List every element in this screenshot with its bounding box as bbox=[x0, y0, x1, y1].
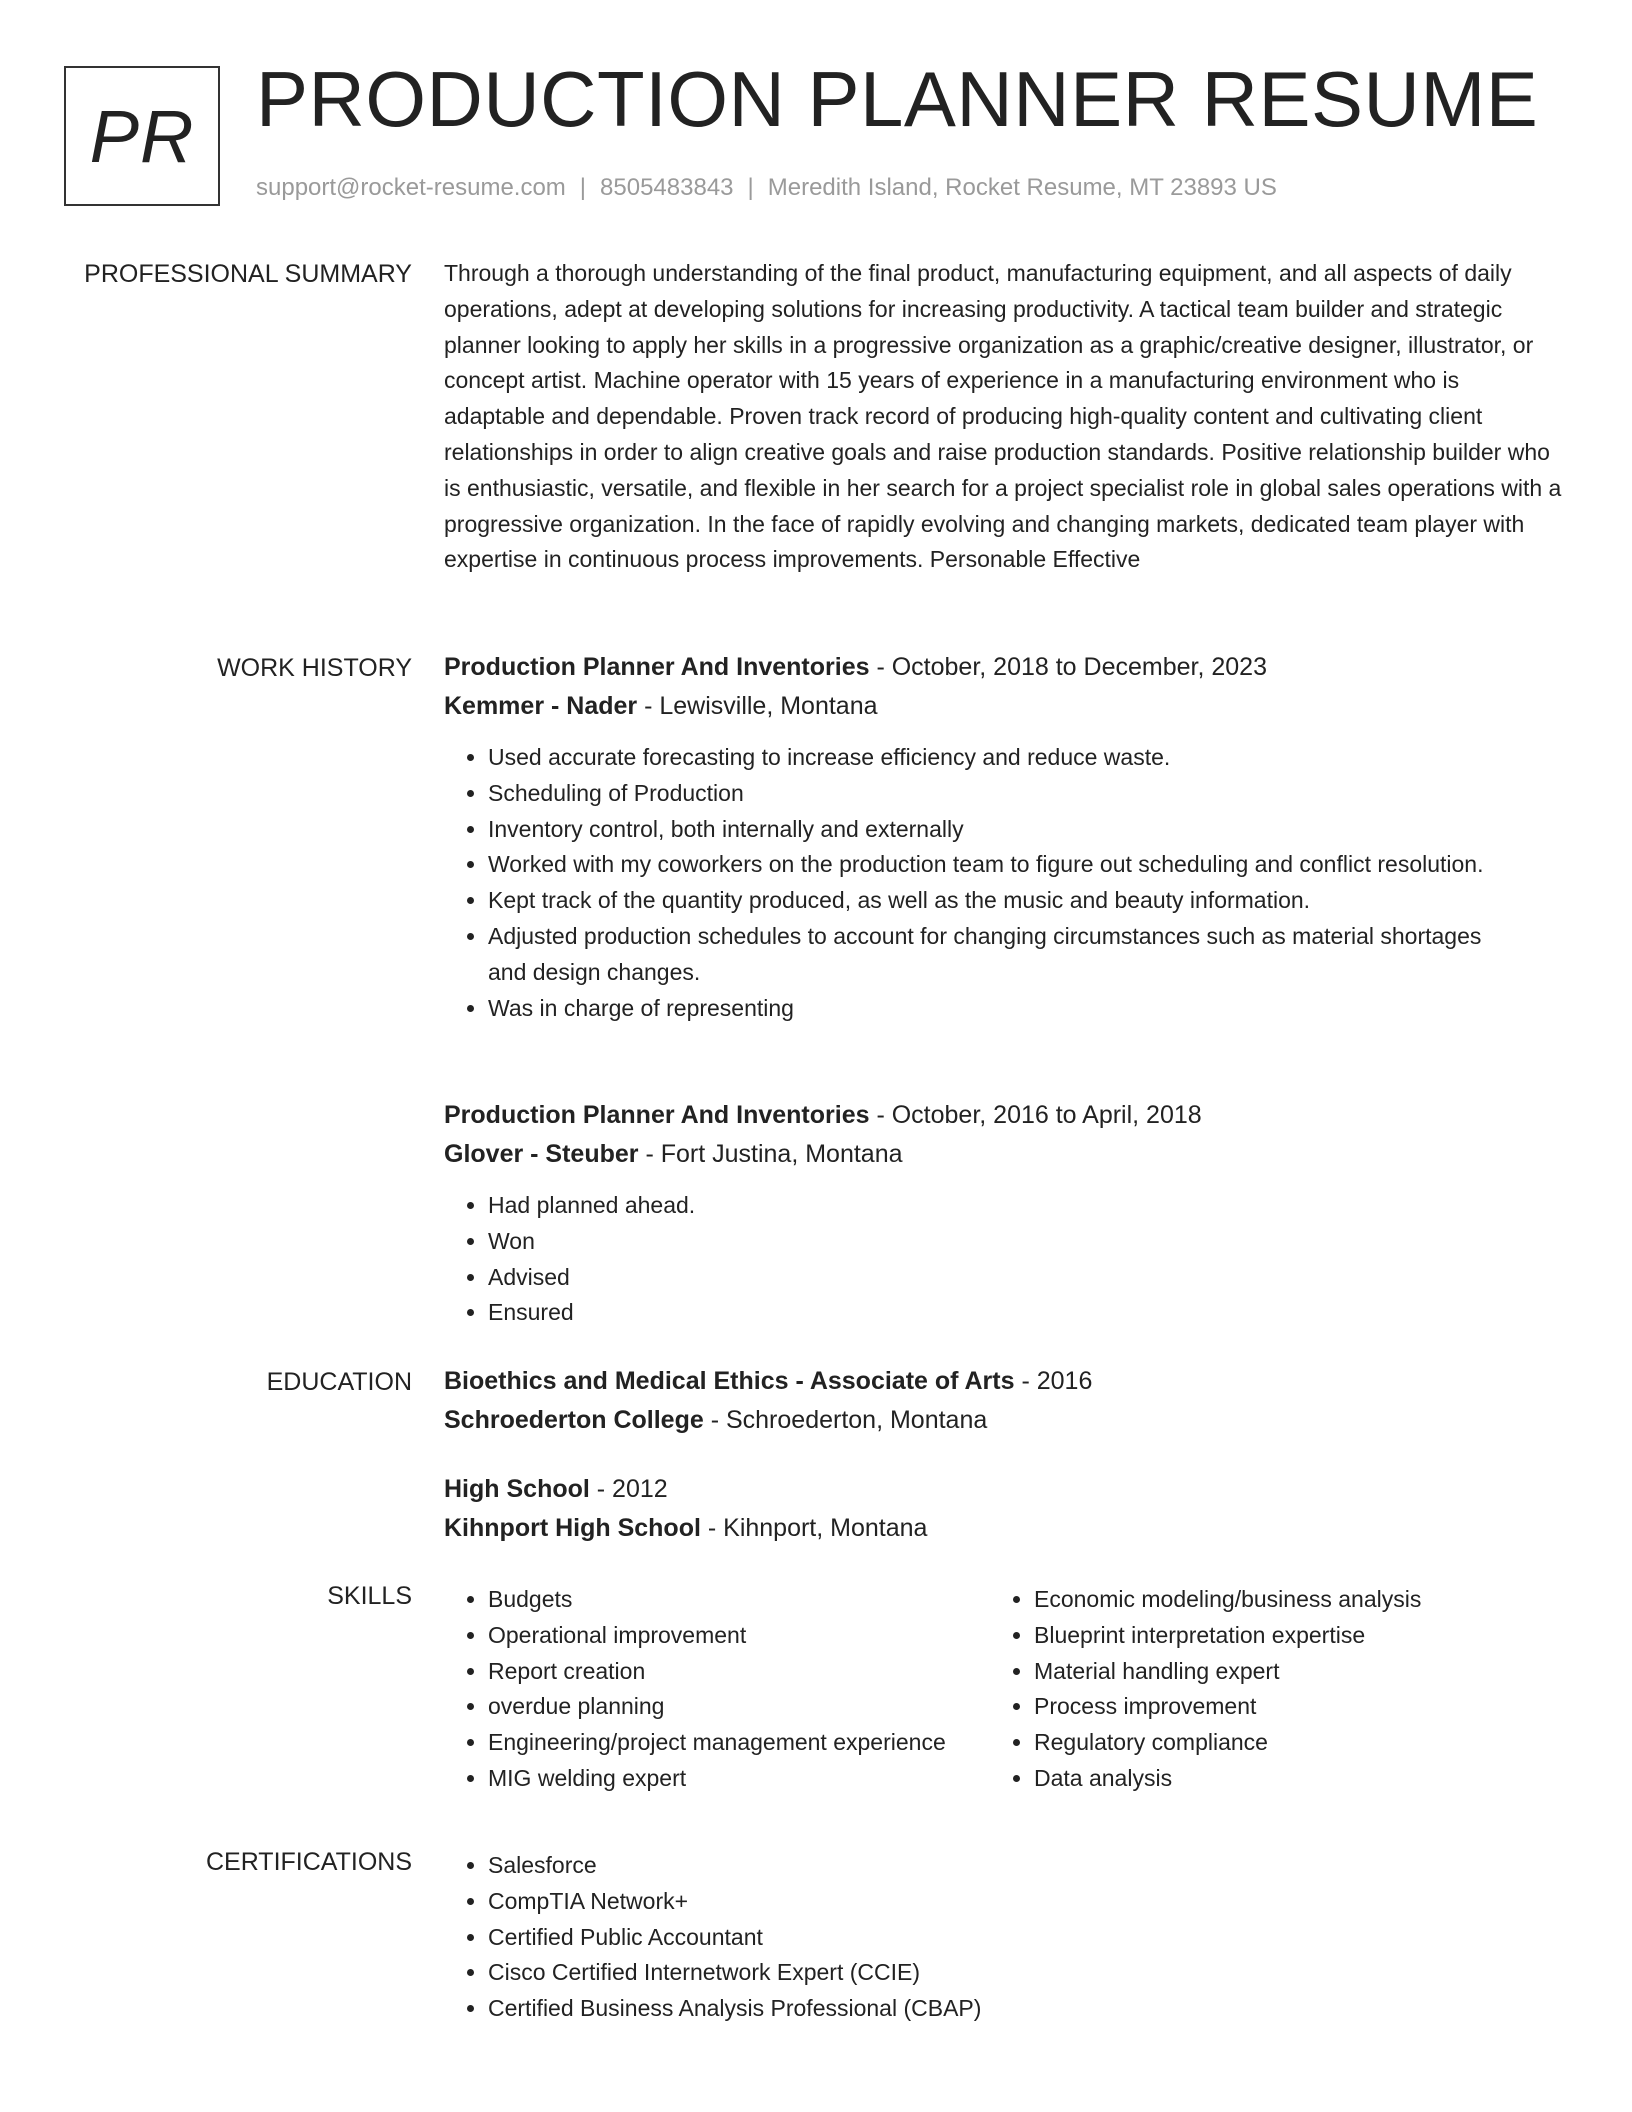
certification-item: • Certified Public Accountant bbox=[488, 1920, 1564, 1956]
certification-item: • CompTIA Network+ bbox=[488, 1884, 1564, 1920]
section-label-certifications: CERTIFICATIONS bbox=[205, 1848, 412, 1876]
job-company: Kemmer - Nader bbox=[444, 692, 638, 720]
education-year: - 2012 bbox=[589, 1475, 668, 1503]
skill-item: • Regulatory compliance bbox=[1034, 1725, 1550, 1761]
education-school: Schroederton College bbox=[444, 1406, 704, 1434]
skill-item: • Report creation bbox=[488, 1654, 1004, 1690]
contact-address: Meredith Island, Rocket Resume, MT 23893 US bbox=[767, 174, 1277, 201]
job-company: Glover - Steuber bbox=[444, 1140, 639, 1168]
skills-column-right bbox=[990, 1582, 1550, 1797]
education-school-line bbox=[444, 1509, 1564, 1548]
job-entry bbox=[444, 1096, 1564, 1331]
skills-list bbox=[990, 1582, 1550, 1797]
job-bullets bbox=[444, 1188, 1564, 1331]
summary-text: Through a thorough understanding of the final product, manufacturing equipment, and all aspects of daily operations, adept at developing solutions for increasing productivity. A tactical team builder and strategic planner looking to apply her skills in a progressive organization as a graphic/creative designer, illustrator, or concept artist. Machine operator with 15 years of experience in a manufacturing environment who is adaptable and dependable. Proven track record of producing high-quality content and cultivating client relationships in order to align creative goals and raise production standards. Positive relationship builder who is enthusiastic, versatile, and flexible in her search for a project specialist role in global sales operations with a progressive organization. In the face of rapidly evolving and changing markets, dedicated team player with expertise in continuous process improvements. Personable Effective bbox=[444, 260, 1562, 573]
monogram-logo bbox=[64, 66, 220, 206]
education-location: - Kihnport, Montana bbox=[700, 1514, 928, 1542]
job-bullet: • Scheduling of Production bbox=[488, 776, 1564, 812]
education-entry bbox=[444, 1470, 1564, 1548]
contact-separator: | bbox=[579, 174, 587, 201]
job-bullet: • Was in charge of representing bbox=[488, 991, 1564, 1027]
contact-phone[interactable]: 8505483843 bbox=[600, 174, 734, 201]
education-entry bbox=[444, 1362, 1564, 1440]
contact-line bbox=[256, 174, 1277, 202]
education-location: - Schroederton, Montana bbox=[703, 1406, 988, 1434]
education-school: Kihnport High School bbox=[444, 1514, 701, 1542]
job-title: Production Planner And Inventories bbox=[444, 653, 870, 681]
job-bullet: • Ensured bbox=[488, 1295, 1564, 1331]
job-entry bbox=[444, 648, 1564, 1026]
job-bullet: • Worked with my coworkers on the production team to figure out scheduling and conflict resolution. bbox=[488, 847, 1564, 883]
job-bullet: • Used accurate forecasting to increase efficiency and reduce waste. bbox=[488, 740, 1564, 776]
job-company-line bbox=[444, 1135, 1564, 1174]
summary-body bbox=[444, 256, 1564, 578]
section-label-education: EDUCATION bbox=[266, 1368, 412, 1396]
resume-title: PRODUCTION PLANNER RESUME bbox=[256, 55, 1539, 143]
certifications-list bbox=[444, 1848, 1564, 2027]
skill-item: • Engineering/project management experience bbox=[488, 1725, 1004, 1761]
job-location: - Lewisville, Montana bbox=[637, 692, 878, 720]
job-bullet: • Inventory control, both internally and externally bbox=[488, 812, 1564, 848]
job-dates: - October, 2018 to December, 2023 bbox=[869, 653, 1267, 681]
job-title-line bbox=[444, 648, 1564, 687]
education-school-line bbox=[444, 1401, 1564, 1440]
skills-column-left bbox=[444, 1582, 1004, 1797]
certification-item: • Salesforce bbox=[488, 1848, 1564, 1884]
section-label-skills: SKILLS bbox=[327, 1582, 412, 1610]
job-bullet: • Kept track of the quantity produced, as well as the music and beauty information. bbox=[488, 883, 1564, 919]
education-degree: Bioethics and Medical Ethics - Associate of Arts bbox=[444, 1367, 1015, 1395]
job-bullets bbox=[444, 740, 1564, 1026]
skill-item: • Operational improvement bbox=[488, 1618, 1004, 1654]
certification-item: • Cisco Certified Internetwork Expert (CCIE) bbox=[488, 1955, 1564, 1991]
job-bullet: • Won bbox=[488, 1224, 1564, 1260]
skill-item: • Data analysis bbox=[1034, 1761, 1550, 1797]
section-label-work: WORK HISTORY bbox=[217, 654, 412, 682]
skill-item: • Material handling expert bbox=[1034, 1654, 1550, 1690]
education-degree: High School bbox=[444, 1475, 590, 1503]
contact-email[interactable]: support@rocket-resume.com bbox=[256, 174, 566, 201]
education-year: - 2016 bbox=[1014, 1367, 1093, 1395]
job-location: - Fort Justina, Montana bbox=[638, 1140, 903, 1168]
skill-item: • Economic modeling/business analysis bbox=[1034, 1582, 1550, 1618]
education-degree-line bbox=[444, 1470, 1564, 1509]
section-label-summary: PROFESSIONAL SUMMARY bbox=[84, 260, 412, 288]
job-dates: - October, 2016 to April, 2018 bbox=[869, 1101, 1202, 1129]
certifications-body bbox=[444, 1848, 1564, 2027]
job-title: Production Planner And Inventories bbox=[444, 1101, 870, 1129]
job-bullet: • Adjusted production schedules to account for changing circumstances such as material shortages and design changes. bbox=[488, 919, 1564, 991]
job-bullet: • Had planned ahead. bbox=[488, 1188, 1564, 1224]
skill-item: • Process improvement bbox=[1034, 1689, 1550, 1725]
contact-separator: | bbox=[747, 174, 754, 201]
skill-item: • MIG welding expert bbox=[488, 1761, 1004, 1797]
skill-item: • Budgets bbox=[488, 1582, 1004, 1618]
skill-item: • overdue planning bbox=[488, 1689, 1004, 1725]
skill-item: • Blueprint interpretation expertise bbox=[1034, 1618, 1550, 1654]
job-company-line bbox=[444, 687, 1564, 726]
certification-item: • Certified Business Analysis Professional (CBAP) bbox=[488, 1991, 1564, 2027]
skills-list bbox=[444, 1582, 1004, 1797]
job-bullet: • Advised bbox=[488, 1260, 1564, 1296]
monogram-initials: PR bbox=[89, 94, 195, 178]
education-degree-line bbox=[444, 1362, 1564, 1401]
job-title-line bbox=[444, 1096, 1564, 1135]
